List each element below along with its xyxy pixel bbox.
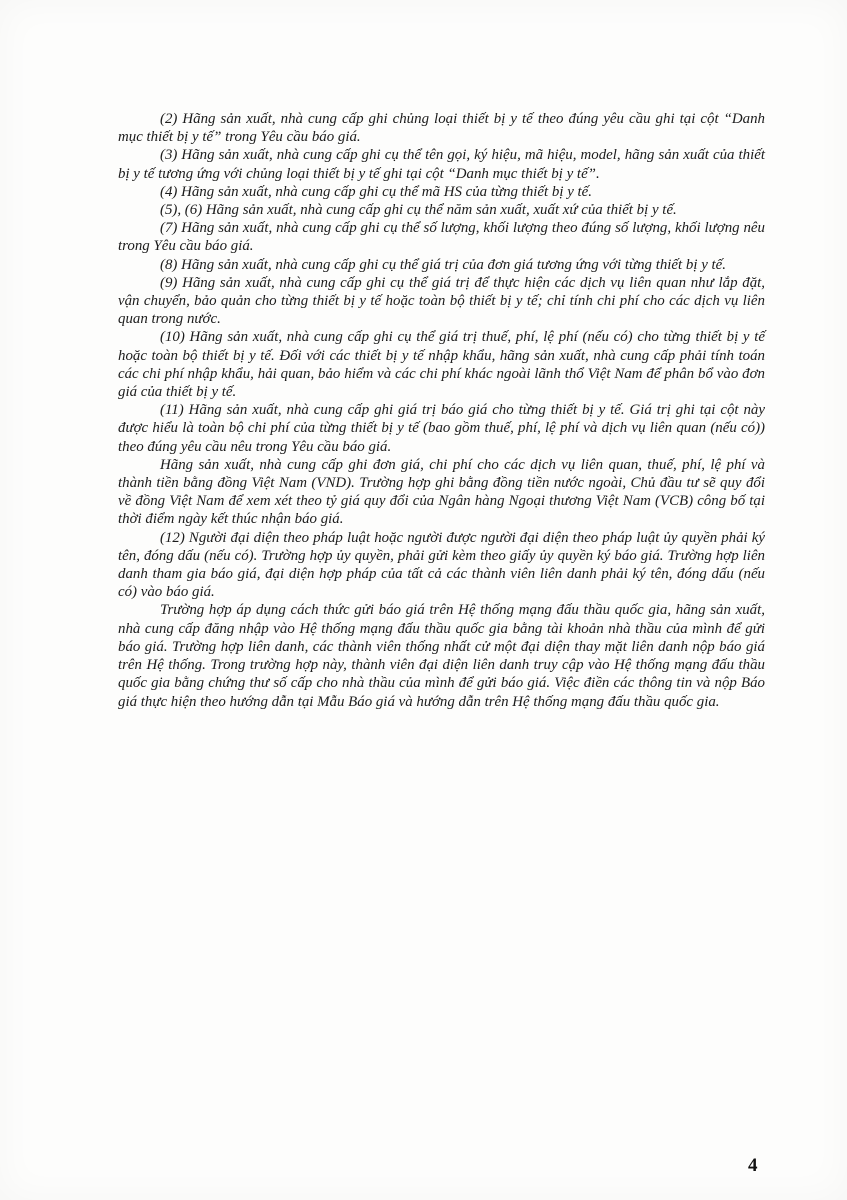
paragraph: (4) Hãng sản xuất, nhà cung cấp ghi cụ thể mã HS của từng thiết bị y tế. <box>160 183 593 200</box>
paragraph: (11) Hãng sản xuất, nhà cung cấp ghi giá trị báo giá cho từng thiết bị y tế. Giá trị ghi tại cột này được hiểu là toàn bộ chi phí của từng thiết bị y tế (bao gồm thuế, phí, lệ phí và dịch vụ liên quan (nếu có)) theo đúng yêu cầu nêu trong Yêu cầu báo giá. <box>118 402 765 455</box>
document-body <box>118 110 765 711</box>
paragraph: Trường hợp áp dụng cách thức gửi báo giá trên Hệ thống mạng đấu thầu quốc gia, hãng sản xuất, nhà cung cấp đăng nhập vào Hệ thống mạng đấu thầu quốc gia bằng tài khoản nhà thầu của mình để gửi báo giá. Trường hợp liên danh, các thành viên thống nhất cử một đại diện thay mặt liên danh nộp báo giá trên Hệ thống. Trong trường hợp này, thành viên đại diện liên danh truy cập vào Hệ thống mạng đấu thầu quốc gia bằng chứng thư số cấp cho nhà thầu của mình để gửi báo giá. Việc điền các thông tin và nộp Báo giá thực hiện theo hướng dẫn tại Mẫu Báo giá và hướng dẫn trên Hệ thống mạng đấu thầu quốc gia. <box>118 602 765 710</box>
paragraph: (3) Hãng sản xuất, nhà cung cấp ghi cụ thể tên gọi, ký hiệu, mã hiệu, model, hãng sản xuất của thiết bị y tế tương ứng với chủng loại thiết bị y tế ghi tại cột “Danh mục thiết bị y tế”. <box>118 147 765 182</box>
paragraph: (9) Hãng sản xuất, nhà cung cấp ghi cụ thể giá trị để thực hiện các dịch vụ liên quan như lắp đặt, vận chuyển, bảo quản cho từng thiết bị y tế hoặc toàn bộ thiết bị y tế; chỉ tính chi phí cho các dịch vụ liên quan trong nước. <box>118 274 765 328</box>
paragraph: (8) Hãng sản xuất, nhà cung cấp ghi cụ thể giá trị của đơn giá tương ứng với từng thiết bị y tế. <box>160 256 726 273</box>
paragraph: Hãng sản xuất, nhà cung cấp ghi đơn giá, chi phí cho các dịch vụ liên quan, thuế, phí, lệ phí và thành tiền bằng đồng Việt Nam (VND). Trường hợp ghi bằng đồng tiền nước ngoài, Chủ đầu tư sẽ quy đổi về đồng Việt Nam để xem xét theo tỷ giá quy đổi của Ngân hàng Ngoại thương Việt Nam (VCB) công bố tại thời điểm ngày kết thúc nhận báo giá. <box>118 456 765 528</box>
page-number: 4 <box>748 1155 758 1176</box>
paragraph: (12) Người đại diện theo pháp luật hoặc người được người đại diện theo pháp luật ủy quyền phải ký tên, đóng dấu (nếu có). Trường hợp ủy quyền, phải gửi kèm theo giấy ủy quyền ký báo giá. Trường hợp liên danh tham gia báo giá, đại diện hợp pháp của tất cả các thành viên liên danh phải ký tên, đóng dấu (nếu có) vào báo giá. <box>118 529 765 601</box>
paragraph: (7) Hãng sản xuất, nhà cung cấp ghi cụ thể số lượng, khối lượng theo đúng số lượng, khối lượng nêu trong Yêu cầu báo giá. <box>118 220 765 255</box>
paragraph: (10) Hãng sản xuất, nhà cung cấp ghi cụ thể giá trị thuế, phí, lệ phí (nếu có) cho từng thiết bị y tế hoặc toàn bộ thiết bị y tế. Đối với các thiết bị y tế nhập khẩu, hãng sản xuất, nhà cung cấp phải tính toán các chi phí nhập khẩu, hải quan, bảo hiểm và các chi phí khác ngoài lãnh thổ Việt Nam để phân bổ vào đơn giá của thiết bị y tế. <box>118 329 765 401</box>
paragraph: (2) Hãng sản xuất, nhà cung cấp ghi chủng loại thiết bị y tế theo đúng yêu cầu ghi tại cột “Danh mục thiết bị y tế” trong Yêu cầu báo giá. <box>118 111 765 146</box>
paragraph: (5), (6) Hãng sản xuất, nhà cung cấp ghi cụ thể năm sản xuất, xuất xứ của thiết bị y tế. <box>160 202 677 219</box>
